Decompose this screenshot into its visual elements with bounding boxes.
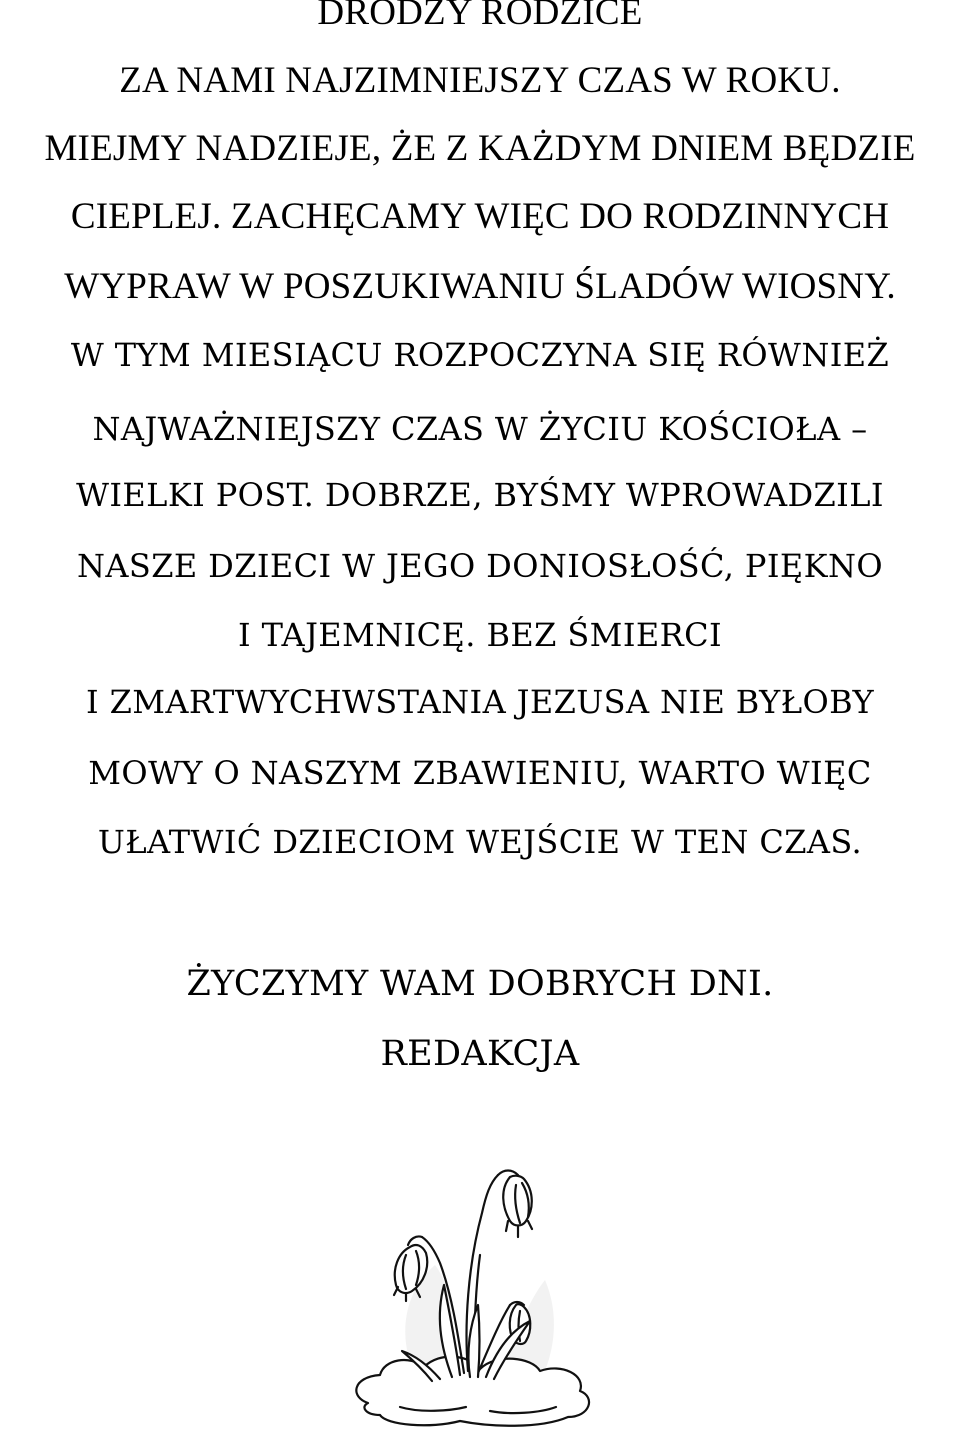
- letter-heading: DRODZY RODZICE: [317, 0, 643, 33]
- text-line: WIELKI POST. DOBRZE, BYŚMY WPROWADZILI: [76, 476, 884, 514]
- text-line: UŁATWIĆ DZIECIOM WEJŚCIE W TEN CZAS.: [97, 823, 863, 861]
- text-line: MIEJMY NADZIEJE, ŻE Z KAŻDYM DNIEM BĘDZIE: [44, 128, 916, 169]
- signature: REDAKCJA: [380, 1034, 580, 1074]
- text-line: MOWY O NASZYM ZBAWIENIU, WARTO WIĘC: [88, 754, 872, 792]
- text-line: I ZMARTWYCHWSTANIA JEZUSA NIE BYŁOBY: [85, 683, 875, 721]
- text-line: NASZE DZIECI W JEGO DONIOSŁOŚĆ, PIĘKNO: [76, 547, 883, 585]
- text-line: CIEPLEJ. ZACHĘCAMY WIĘC DO RODZINNYCH: [70, 196, 890, 237]
- text-line: NAJWAŻNIEJSZY CZAS W ŻYCIU KOŚCIOŁA –: [92, 410, 868, 448]
- text-line: I TAJEMNICĘ. BEZ ŚMIERCI: [237, 616, 723, 654]
- snowdrop-flowers-icon: [340, 1145, 610, 1445]
- text-line: ZA NAMI NAJZIMNIEJSZY CZAS W ROKU.: [119, 60, 841, 101]
- text-line: WYPRAW W POSZUKIWANIU ŚLADÓW WIOSNY.: [64, 266, 896, 307]
- text-line: W TYM MIESIĄCU ROZPOCZYNA SIĘ RÓWNIEŻ: [70, 336, 890, 374]
- closing-wish: ŻYCZYMY WAM DOBRYCH DNI.: [186, 964, 774, 1004]
